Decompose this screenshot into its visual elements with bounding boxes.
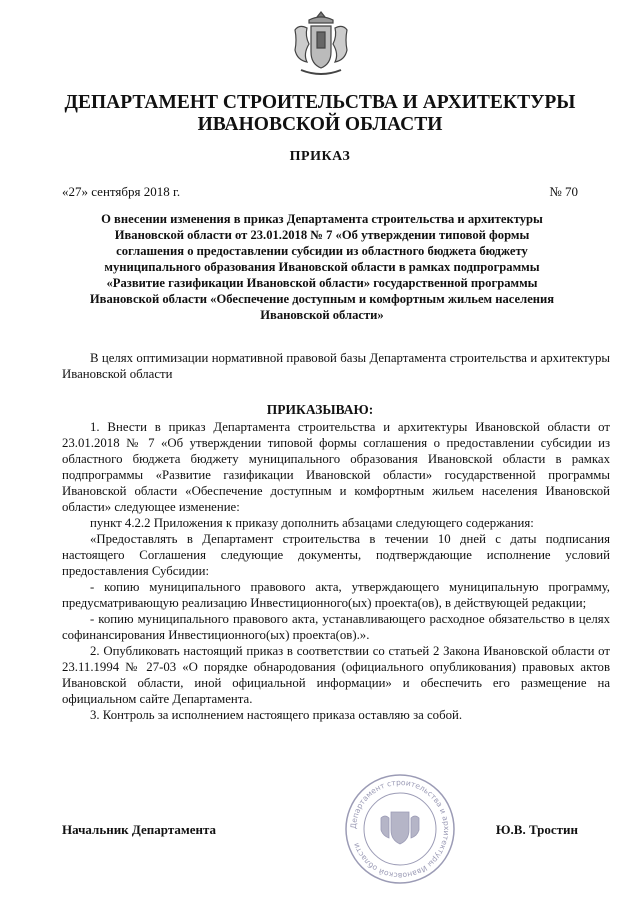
subject-line: Ивановской области» [260,308,384,322]
order-items [62,419,610,723]
order-heading: ПРИКАЗЫВАЮ: [266,402,374,417]
official-stamp-icon [343,772,457,886]
order-item-paragraph: - копию муниципального правового акта, утверждающего муниципальную программу, предусматривающую реализацию Инвестиционного(ых) проекта(ов), в действующей редакции; [62,580,610,610]
order-item-paragraph: «Предоставлять в Департамент строительства в течении 10 дней с даты подписания настоящего Соглашения следующие документы, подтверждающие исполнение условий предоставления Субсидии: [62,532,610,578]
order-item-2: 2. Опубликовать настоящий приказ в соответствии со статьей 2 Закона Ивановской области от 23.11.1994 № 27-03 «О порядке обнародования (официального опубликования) правовых актов Ивановской области, иной официальной информации» и обеспечить его размещение на официальном сайте Департамента. [62,644,610,706]
department-title [40,92,600,136]
subject-line: Ивановской области от 23.01.2018 № 7 «Об утверждении типовой формы [114,228,530,242]
order-item-3: 3. Контроль за исполнением настоящего приказа оставляю за собой. [90,708,463,722]
coat-of-arms-icon [289,8,353,80]
signatory-name: Ю.В. Тростин [495,822,578,837]
order-item-1: 1. Внести в приказ Департамента строительства и архитектуры Ивановской области от 23.01.2018 № 7 «Об утверждении типовой формы соглашения о предоставлении субсидии из областного бюджета бюджету муниципального образования Ивановской области в рамках подпрограммы «Развитие газификации Ивановской области» государственной программы Ивановской области «Обеспечение доступным и комфортным жильем населения Ивановской области» следующее изменение: [62,420,610,514]
order-item-paragraph: - копию муниципального правового акта, устанавливающего расходное обязательство в целях софинансирования Инвестиционного(ых) проекта(ов).». [62,612,610,642]
order-title: ПРИКАЗ [289,149,351,164]
subject-line: соглашения о предоставлении субсидии из областного бюджета бюджету [116,244,528,258]
department-title-line-1: ДЕПАРТАМЕНТ СТРОИТЕЛЬСТВА И АРХИТЕКТУРЫ [64,92,576,113]
subject-line: муниципального образования Ивановской области в рамках подпрограммы [104,260,540,274]
order-number: № 70 [549,184,578,199]
preamble-paragraph: В целях оптимизации нормативной правовой базы Департамента строительства и архитектуры Ивановской области [62,351,610,381]
signatory-position: Начальник Департамента [62,822,217,837]
order-subject [62,211,582,323]
svg-text:Департамент строительства и ар: Департамент строительства и архитектуры Ивановской области [348,777,452,881]
subject-line: «Развитие газификации Ивановской области» государственной программы [106,276,538,290]
department-title-line-2: ИВАНОВСКОЙ ОБЛАСТИ [197,114,443,135]
order-item-paragraph: пункт 4.2.2 Приложения к приказу дополнить абзацами следующего содержания: [90,516,534,530]
subject-line: Ивановской области «Обеспечение доступным и комфортным жильем населения [89,292,555,306]
subject-line: О внесении изменения в приказ Департамента строительства и архитектуры [101,212,543,226]
order-date: «27» сентября 2018 г. [62,184,181,199]
